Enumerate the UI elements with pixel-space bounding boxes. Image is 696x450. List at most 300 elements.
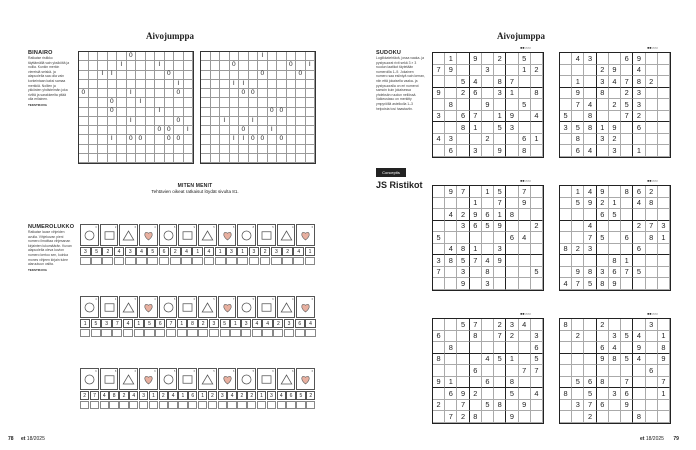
sudoku-cell[interactable]: 3: [597, 134, 609, 146]
binairo-cell[interactable]: I: [108, 71, 118, 80]
sudoku-cell[interactable]: 3: [445, 134, 457, 146]
sudoku-cell[interactable]: [433, 186, 445, 198]
binairo-cell[interactable]: [146, 89, 156, 98]
sudoku-cell[interactable]: [658, 278, 670, 290]
sudoku-cell[interactable]: [457, 53, 469, 65]
sudoku-cell[interactable]: [633, 255, 645, 267]
binairo-cell[interactable]: [296, 61, 306, 70]
sudoku-cell[interactable]: 6: [597, 400, 609, 412]
sudoku-cell[interactable]: [531, 232, 543, 244]
binairo-cell[interactable]: [211, 145, 221, 154]
sudoku-cell[interactable]: 7: [470, 111, 482, 123]
binairo-cell[interactable]: I: [155, 108, 165, 117]
sudoku-cell[interactable]: [633, 377, 645, 389]
binairo-cell[interactable]: [306, 135, 316, 144]
sudoku-cell[interactable]: 5: [572, 122, 584, 134]
binairo-cell[interactable]: [211, 108, 221, 117]
sudoku-cell[interactable]: [572, 342, 584, 354]
answer-cell[interactable]: [159, 257, 170, 265]
sudoku-cell[interactable]: [482, 319, 494, 331]
sudoku-cell[interactable]: 6: [633, 186, 645, 198]
sudoku-cell[interactable]: [560, 342, 572, 354]
sudoku-cell[interactable]: 2: [572, 244, 584, 256]
sudoku-cell[interactable]: [506, 278, 518, 290]
answer-cell[interactable]: [187, 329, 197, 337]
binairo-cell[interactable]: 0: [155, 126, 165, 135]
sudoku-cell[interactable]: 6: [633, 244, 645, 256]
sudoku-cell[interactable]: [584, 88, 596, 100]
sudoku-cell[interactable]: [560, 99, 572, 111]
sudoku-cell[interactable]: 7: [584, 400, 596, 412]
sudoku-cell[interactable]: 8: [633, 76, 645, 88]
sudoku-cell[interactable]: [658, 255, 670, 267]
binairo-cell[interactable]: [127, 145, 137, 154]
binairo-cell[interactable]: [79, 154, 89, 163]
answer-cell[interactable]: [215, 257, 226, 265]
sudoku-cell[interactable]: 4: [470, 76, 482, 88]
binairo-cell[interactable]: [117, 108, 127, 117]
binairo-cell[interactable]: [220, 108, 230, 117]
answer-cell[interactable]: [218, 401, 227, 409]
sudoku-cell[interactable]: 1: [597, 122, 609, 134]
sudoku-cell[interactable]: [506, 221, 518, 233]
sudoku-cell[interactable]: [621, 244, 633, 256]
binairo-cell[interactable]: [98, 80, 108, 89]
sudoku-cell[interactable]: [621, 342, 633, 354]
sudoku-cell[interactable]: 8: [633, 411, 645, 423]
binairo-cell[interactable]: [277, 71, 287, 80]
sudoku-cell[interactable]: 2: [531, 65, 543, 77]
binairo-cell[interactable]: [220, 98, 230, 107]
binairo-cell[interactable]: [98, 61, 108, 70]
binairo-cell[interactable]: [211, 126, 221, 135]
sudoku-cell[interactable]: 3: [572, 400, 584, 412]
sudoku-cell[interactable]: [531, 99, 543, 111]
sudoku-cell[interactable]: 5: [494, 122, 506, 134]
sudoku-cell[interactable]: 7: [506, 76, 518, 88]
binairo-cell[interactable]: [89, 61, 99, 70]
sudoku-cell[interactable]: 2: [584, 411, 596, 423]
sudoku-cell[interactable]: [482, 331, 494, 343]
binairo-cell[interactable]: [306, 154, 316, 163]
sudoku-cell[interactable]: [609, 400, 621, 412]
binairo-cell[interactable]: I: [258, 52, 268, 61]
binairo-cell[interactable]: [249, 71, 259, 80]
sudoku-cell[interactable]: 8: [597, 377, 609, 389]
binairo-cell[interactable]: [146, 80, 156, 89]
sudoku-cell[interactable]: 8: [609, 354, 621, 366]
sudoku-cell[interactable]: 8: [482, 267, 494, 279]
sudoku-cell[interactable]: [519, 209, 531, 221]
binairo-cell[interactable]: [127, 61, 137, 70]
binairo-cell[interactable]: [249, 61, 259, 70]
binairo-cell[interactable]: [184, 80, 194, 89]
binairo-cell[interactable]: [230, 145, 240, 154]
sudoku-cell[interactable]: 3: [633, 88, 645, 100]
sudoku-cell[interactable]: 8: [506, 209, 518, 221]
sudoku-cell[interactable]: [506, 99, 518, 111]
sudoku-cell[interactable]: 5: [531, 267, 543, 279]
binairo-cell[interactable]: 0: [258, 135, 268, 144]
answer-cell[interactable]: [237, 401, 246, 409]
sudoku-cell[interactable]: [482, 411, 494, 423]
sudoku-cell[interactable]: 7: [494, 198, 506, 210]
binairo-cell[interactable]: [211, 89, 221, 98]
answer-cell[interactable]: [267, 401, 276, 409]
sudoku-cell[interactable]: [519, 267, 531, 279]
binairo-cell[interactable]: [296, 126, 306, 135]
sudoku-cell[interactable]: [584, 354, 596, 366]
binairo-cell[interactable]: [201, 80, 211, 89]
sudoku-cell[interactable]: 9: [470, 53, 482, 65]
sudoku-cell[interactable]: [457, 198, 469, 210]
binairo-cell[interactable]: [268, 52, 278, 61]
binairo-cell[interactable]: [258, 126, 268, 135]
binairo-cell[interactable]: 0: [108, 108, 118, 117]
sudoku-cell[interactable]: [482, 145, 494, 157]
binairo-cell[interactable]: [117, 80, 127, 89]
binairo-cell[interactable]: 0: [174, 135, 184, 144]
sudoku-cell[interactable]: 3: [506, 122, 518, 134]
sudoku-cell[interactable]: 9: [482, 99, 494, 111]
binairo-cell[interactable]: [201, 61, 211, 70]
sudoku-cell[interactable]: [519, 111, 531, 123]
sudoku-cell[interactable]: [584, 365, 596, 377]
sudoku-cell[interactable]: [494, 267, 506, 279]
sudoku-cell[interactable]: 3: [609, 388, 621, 400]
sudoku-cell[interactable]: [445, 354, 457, 366]
binairo-cell[interactable]: [258, 80, 268, 89]
binairo-cell[interactable]: 0: [258, 71, 268, 80]
sudoku-cell[interactable]: 1: [494, 209, 506, 221]
sudoku-cell[interactable]: 5: [433, 232, 445, 244]
binairo-cell[interactable]: [211, 117, 221, 126]
binairo-cell[interactable]: [117, 89, 127, 98]
binairo-cell[interactable]: [174, 71, 184, 80]
sudoku-cell[interactable]: 5: [609, 209, 621, 221]
binairo-cell[interactable]: [136, 154, 146, 163]
sudoku-cell[interactable]: 2: [633, 111, 645, 123]
sudoku-cell[interactable]: 7: [470, 319, 482, 331]
binairo-cell[interactable]: I: [268, 126, 278, 135]
sudoku-cell[interactable]: 2: [646, 186, 658, 198]
sudoku-cell[interactable]: [621, 221, 633, 233]
sudoku-cell[interactable]: [633, 400, 645, 412]
sudoku-cell[interactable]: [519, 244, 531, 256]
sudoku-cell[interactable]: 8: [609, 255, 621, 267]
sudoku-cell[interactable]: [633, 232, 645, 244]
sudoku-cell[interactable]: [470, 377, 482, 389]
sudoku-cell[interactable]: 3: [597, 267, 609, 279]
sudoku-cell[interactable]: 2: [470, 388, 482, 400]
sudoku-cell[interactable]: 8: [560, 244, 572, 256]
sudoku-cell[interactable]: 5: [482, 400, 494, 412]
sudoku-cell[interactable]: 1: [572, 186, 584, 198]
sudoku-cell[interactable]: 1: [470, 198, 482, 210]
binairo-cell[interactable]: [136, 126, 146, 135]
sudoku-cell[interactable]: 4: [584, 145, 596, 157]
binairo-cell[interactable]: [211, 61, 221, 70]
answer-cell[interactable]: [293, 257, 304, 265]
binairo-cell[interactable]: [89, 89, 99, 98]
sudoku-cell[interactable]: 8: [494, 400, 506, 412]
answer-cell[interactable]: [241, 329, 251, 337]
binairo-cell[interactable]: [258, 117, 268, 126]
sudoku-cell[interactable]: [621, 319, 633, 331]
binairo-cell[interactable]: [146, 135, 156, 144]
binairo-cell[interactable]: [249, 145, 259, 154]
binairo-cell[interactable]: [220, 145, 230, 154]
sudoku-cell[interactable]: 5: [457, 255, 469, 267]
sudoku-cell[interactable]: [494, 388, 506, 400]
answer-cell[interactable]: [90, 401, 99, 409]
sudoku-cell[interactable]: [597, 255, 609, 267]
sudoku-cell[interactable]: [560, 134, 572, 146]
sudoku-cell[interactable]: 1: [658, 232, 670, 244]
binairo-cell[interactable]: [165, 117, 175, 126]
answer-cell[interactable]: [181, 257, 192, 265]
sudoku-cell[interactable]: [470, 99, 482, 111]
sudoku-cell[interactable]: 3: [531, 331, 543, 343]
binairo-cell[interactable]: 0: [239, 126, 249, 135]
sudoku-cell[interactable]: 4: [609, 76, 621, 88]
answer-cell[interactable]: [129, 401, 138, 409]
binairo-cell[interactable]: [277, 98, 287, 107]
sudoku-cell[interactable]: 9: [494, 145, 506, 157]
sudoku-cell[interactable]: 4: [560, 278, 572, 290]
sudoku-cell[interactable]: 4: [584, 186, 596, 198]
sudoku-cell[interactable]: 2: [646, 76, 658, 88]
sudoku-cell[interactable]: 1: [470, 122, 482, 134]
sudoku-cell[interactable]: 9: [519, 400, 531, 412]
binairo-cell[interactable]: I: [239, 135, 249, 144]
answer-cell[interactable]: [114, 257, 125, 265]
sudoku-cell[interactable]: 1: [658, 331, 670, 343]
sudoku-cell[interactable]: 7: [433, 267, 445, 279]
sudoku-cell[interactable]: [621, 209, 633, 221]
binairo-cell[interactable]: [268, 117, 278, 126]
sudoku-cell[interactable]: 4: [519, 319, 531, 331]
sudoku-cell[interactable]: 4: [584, 99, 596, 111]
binairo-cell[interactable]: [174, 126, 184, 135]
answer-cell[interactable]: [91, 257, 102, 265]
sudoku-cell[interactable]: 4: [482, 255, 494, 267]
sudoku-cell[interactable]: [633, 134, 645, 146]
binairo-cell[interactable]: [239, 154, 249, 163]
sudoku-cell[interactable]: [494, 232, 506, 244]
sudoku-cell[interactable]: 3: [494, 88, 506, 100]
sudoku-cell[interactable]: 1: [470, 244, 482, 256]
binairo-cell[interactable]: [306, 108, 316, 117]
sudoku-cell[interactable]: 3: [658, 221, 670, 233]
binairo-cell[interactable]: [268, 98, 278, 107]
sudoku-cell[interactable]: [457, 331, 469, 343]
sudoku-cell[interactable]: [597, 365, 609, 377]
sudoku-cell[interactable]: [482, 76, 494, 88]
sudoku-cell[interactable]: [470, 354, 482, 366]
binairo-cell[interactable]: [201, 145, 211, 154]
sudoku-cell[interactable]: 3: [646, 319, 658, 331]
binairo-cell[interactable]: [136, 145, 146, 154]
sudoku-cell[interactable]: 3: [457, 267, 469, 279]
sudoku-cell[interactable]: 3: [433, 255, 445, 267]
sudoku-cell[interactable]: [494, 342, 506, 354]
binairo-cell[interactable]: [277, 52, 287, 61]
sudoku-cell[interactable]: 9: [572, 88, 584, 100]
binairo-cell[interactable]: [155, 154, 165, 163]
sudoku-cell[interactable]: [646, 342, 658, 354]
sudoku-cell[interactable]: [597, 99, 609, 111]
binairo-cell[interactable]: [220, 89, 230, 98]
sudoku-cell[interactable]: 9: [457, 388, 469, 400]
binairo-cell[interactable]: [306, 89, 316, 98]
sudoku-cell[interactable]: 1: [519, 65, 531, 77]
binairo-cell[interactable]: [220, 154, 230, 163]
binairo-cell[interactable]: [306, 71, 316, 80]
binairo-cell[interactable]: [277, 154, 287, 163]
answer-cell[interactable]: [119, 401, 128, 409]
binairo-cell[interactable]: [79, 135, 89, 144]
sudoku-cell[interactable]: 9: [658, 354, 670, 366]
sudoku-cell[interactable]: [584, 319, 596, 331]
sudoku-cell[interactable]: [646, 53, 658, 65]
binairo-cell[interactable]: [146, 117, 156, 126]
binairo-cell[interactable]: 0: [174, 117, 184, 126]
binairo-cell[interactable]: [79, 80, 89, 89]
binairo-cell[interactable]: [201, 98, 211, 107]
sudoku-cell[interactable]: [572, 255, 584, 267]
answer-cell[interactable]: [277, 401, 286, 409]
binairo-cell[interactable]: [89, 117, 99, 126]
binairo-cell[interactable]: [211, 154, 221, 163]
sudoku-cell[interactable]: 9: [584, 198, 596, 210]
sudoku-cell[interactable]: [506, 145, 518, 157]
sudoku-cell[interactable]: [658, 65, 670, 77]
sudoku-cell[interactable]: [572, 354, 584, 366]
binairo-cell[interactable]: [136, 117, 146, 126]
binairo-cell[interactable]: [98, 117, 108, 126]
sudoku-cell[interactable]: [531, 76, 543, 88]
sudoku-cell[interactable]: [560, 411, 572, 423]
binairo-cell[interactable]: [184, 108, 194, 117]
binairo-cell[interactable]: 0: [277, 135, 287, 144]
sudoku-cell[interactable]: 5: [494, 186, 506, 198]
sudoku-cell[interactable]: [531, 122, 543, 134]
answer-cell[interactable]: [100, 401, 109, 409]
binairo-cell[interactable]: I: [98, 71, 108, 80]
binairo-cell[interactable]: [184, 135, 194, 144]
sudoku-cell[interactable]: [597, 53, 609, 65]
sudoku-cell[interactable]: [658, 111, 670, 123]
sudoku-cell[interactable]: 4: [633, 198, 645, 210]
binairo-cell[interactable]: [127, 108, 137, 117]
sudoku-cell[interactable]: [646, 400, 658, 412]
sudoku-cell[interactable]: [584, 76, 596, 88]
sudoku-cell[interactable]: [494, 99, 506, 111]
sudoku-cell[interactable]: 6: [609, 267, 621, 279]
sudoku-cell[interactable]: [646, 145, 658, 157]
sudoku-cell[interactable]: [519, 76, 531, 88]
sudoku-cell[interactable]: 9: [621, 400, 633, 412]
sudoku-cell[interactable]: 8: [658, 342, 670, 354]
sudoku-cell[interactable]: 6: [597, 342, 609, 354]
binairo-cell[interactable]: [220, 135, 230, 144]
sudoku-cell[interactable]: [506, 342, 518, 354]
answer-cell[interactable]: [134, 329, 144, 337]
sudoku-cell[interactable]: [470, 65, 482, 77]
sudoku-cell[interactable]: [646, 244, 658, 256]
binairo-cell[interactable]: [89, 108, 99, 117]
binairo-cell[interactable]: [146, 154, 156, 163]
answer-cell[interactable]: [188, 401, 197, 409]
sudoku-cell[interactable]: [506, 255, 518, 267]
sudoku-cell[interactable]: [457, 342, 469, 354]
sudoku-cell[interactable]: [494, 278, 506, 290]
binairo-cell[interactable]: I: [184, 126, 194, 135]
binairo-cell[interactable]: [108, 89, 118, 98]
binairo-cell[interactable]: [165, 145, 175, 154]
sudoku-cell[interactable]: 1: [633, 145, 645, 157]
sudoku-cell[interactable]: [609, 111, 621, 123]
sudoku-cell[interactable]: [433, 411, 445, 423]
sudoku-cell[interactable]: [584, 255, 596, 267]
answer-cell[interactable]: [192, 257, 203, 265]
sudoku-cell[interactable]: [506, 365, 518, 377]
binairo-cell[interactable]: [306, 52, 316, 61]
binairo-cell[interactable]: [249, 108, 259, 117]
sudoku-cell[interactable]: 7: [519, 365, 531, 377]
binairo-cell[interactable]: [287, 135, 297, 144]
sudoku-cell[interactable]: [531, 319, 543, 331]
answer-cell[interactable]: [249, 257, 260, 265]
binairo-cell[interactable]: [117, 154, 127, 163]
sudoku-cell[interactable]: 4: [633, 65, 645, 77]
sudoku-cell[interactable]: [482, 88, 494, 100]
binairo-cell[interactable]: [239, 61, 249, 70]
sudoku-cell[interactable]: 8: [560, 319, 572, 331]
binairo-cell[interactable]: [136, 61, 146, 70]
binairo-cell[interactable]: [201, 52, 211, 61]
sudoku-cell[interactable]: 4: [572, 53, 584, 65]
sudoku-cell[interactable]: 4: [584, 221, 596, 233]
answer-cell[interactable]: [306, 401, 315, 409]
binairo-cell[interactable]: [79, 145, 89, 154]
answer-cell[interactable]: [286, 401, 295, 409]
sudoku-cell[interactable]: 2: [457, 88, 469, 100]
sudoku-cell[interactable]: 9: [609, 122, 621, 134]
answer-cell[interactable]: [262, 329, 272, 337]
sudoku-cell[interactable]: 5: [519, 99, 531, 111]
binairo-cell[interactable]: [155, 145, 165, 154]
sudoku-cell[interactable]: 6: [445, 145, 457, 157]
sudoku-cell[interactable]: [531, 209, 543, 221]
sudoku-cell[interactable]: 8: [646, 198, 658, 210]
binairo-cell[interactable]: 0: [108, 98, 118, 107]
sudoku-cell[interactable]: 8: [621, 186, 633, 198]
answer-cell[interactable]: [136, 257, 147, 265]
binairo-cell[interactable]: [201, 89, 211, 98]
sudoku-cell[interactable]: 5: [457, 319, 469, 331]
sudoku-cell[interactable]: [597, 145, 609, 157]
binairo-cell[interactable]: 0: [296, 71, 306, 80]
sudoku-cell[interactable]: [519, 411, 531, 423]
sudoku-cell[interactable]: [445, 122, 457, 134]
sudoku-cell[interactable]: 5: [560, 111, 572, 123]
sudoku-cell[interactable]: 6: [470, 88, 482, 100]
sudoku-cell[interactable]: [506, 186, 518, 198]
binairo-cell[interactable]: [165, 61, 175, 70]
binairo-cell[interactable]: [287, 52, 297, 61]
